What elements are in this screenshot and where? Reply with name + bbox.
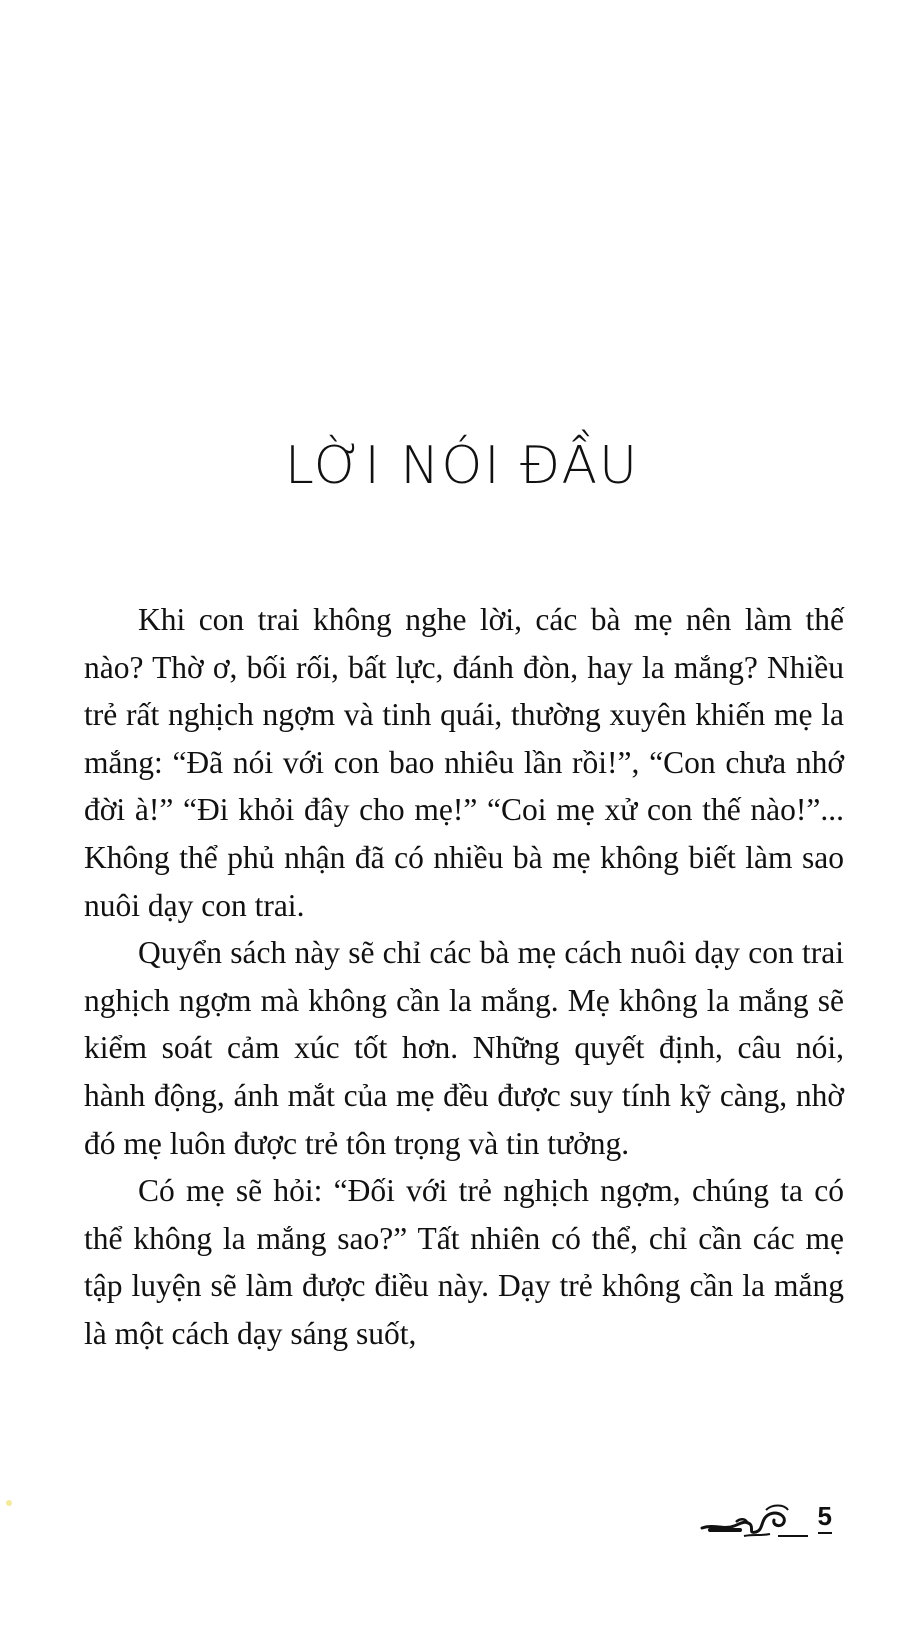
- paragraph-2: Quyển sách này sẽ chỉ các bà mẹ cách nuôi dạy con trai nghịch ngợm mà không cần la mắng. Mẹ không la mắng sẽ kiểm soát cảm xúc tốt hơn. Những quyết định, câu nói, hành động, ánh mắt của mẹ đều được suy tính kỹ càng, nhờ đó mẹ luôn được trẻ tôn trọng và tin tưởng.: [84, 935, 844, 1161]
- page-title: LỜI NÓI ĐẦU: [284, 435, 640, 496]
- paragraph-3: Có mẹ sẽ hỏi: “Đối với trẻ nghịch ngợm, chúng ta có thể không la mắng sao?” Tất nhiên có thể, chỉ cần các mẹ tập luyện sẽ làm được điều này. Dạy trẻ không cần la mắng là một cách dạy sáng suốt,: [84, 1173, 844, 1351]
- scan-speck: [6, 1500, 12, 1506]
- page-footer: [700, 1500, 832, 1540]
- paragraph-1: Khi con trai không nghe lời, các bà mẹ nên làm thế nào? Thờ ơ, bối rối, bất lực, đánh đòn, hay la mắng? Nhiều trẻ rất nghịch ngợm và tinh quái, thường xuyên khiến mẹ la mắng: “Đã nói với con bao nhiêu lần rồi!”, “Con chưa nhớ đời à!” “Đi khỏi đây cho mẹ!” “Coi mẹ xử con thế nào!”... Không thể phủ nhận đã có nhiều bà mẹ không biết làm sao nuôi dạy con trai.: [84, 602, 844, 923]
- page-number: 5: [818, 1503, 832, 1534]
- body-text: [84, 596, 844, 1358]
- decorative-flourish-icon: [700, 1500, 812, 1540]
